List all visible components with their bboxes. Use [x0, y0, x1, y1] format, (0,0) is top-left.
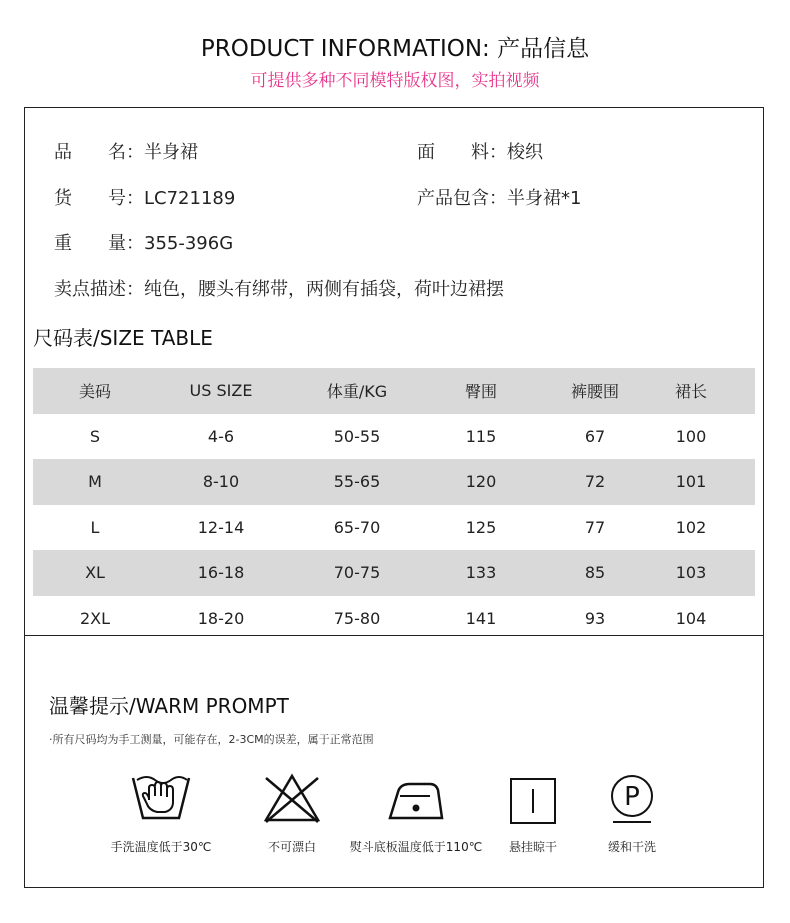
weight-value: 355-396G: [144, 233, 234, 254]
table-cell: 102: [675, 517, 707, 537]
care-label-dry-clean: 缓和干洗: [607, 840, 656, 854]
table-cell: 101: [675, 472, 707, 492]
table-cell: 104: [675, 608, 707, 628]
page-title: PRODUCT INFORMATION: 产品信息: [200, 36, 590, 62]
table-header-cell: 臀围: [464, 382, 497, 402]
fabric-value: 梭织: [507, 142, 543, 163]
fabric-label: 面 料：: [417, 142, 507, 163]
weight-label: 重 量：: [54, 233, 144, 254]
table-cell: 93: [584, 608, 606, 628]
selling-label: 卖点描述：: [54, 279, 144, 300]
table-row: [33, 550, 755, 596]
care-line-dry: [495, 770, 571, 855]
contents-label: 产品包含：: [417, 188, 507, 209]
table-cell: 133: [465, 563, 497, 583]
table-cell: S: [89, 426, 101, 446]
info-sku: [54, 184, 235, 210]
info-fabric: [417, 138, 543, 164]
care-label-iron: 熨斗底板温度低于110℃: [349, 840, 483, 854]
table-cell: 8-10: [202, 472, 240, 492]
table-header-cell: 体重/KG: [326, 382, 388, 402]
info-selling: [54, 275, 504, 301]
care-label-line-dry: 悬挂晾干: [508, 840, 557, 854]
care-label-no-bleach: 不可漂白: [267, 840, 316, 854]
sku-value: LC721189: [144, 188, 236, 209]
table-header-cell: 裤腰围: [570, 382, 619, 402]
table-cell: 65-70: [333, 517, 381, 537]
care-iron: [346, 770, 486, 855]
table-header-cell: US SIZE: [189, 381, 253, 401]
warm-prompt-note: ·所有尺码均为手工测量，可能存在，2-3CM的误差，属于正常范围: [49, 733, 374, 746]
table-cell: 50-55: [333, 426, 381, 446]
table-cell: 120: [465, 472, 497, 492]
table-cell: 12-14: [197, 517, 245, 537]
page-subtitle: 可提供多种不同模特版权图，实拍视频: [250, 71, 540, 91]
contents-value: 半身裙*1: [507, 188, 582, 209]
info-name: [54, 138, 198, 164]
table-cell: 77: [584, 517, 606, 537]
hand-wash-icon: [129, 770, 193, 826]
table-header-cell: 美码: [78, 382, 111, 402]
table-cell: 115: [465, 426, 497, 446]
dry-clean-p-icon: [607, 770, 657, 826]
table-cell: 2XL: [79, 608, 111, 628]
table-cell: 55-65: [333, 472, 381, 492]
table-row: [33, 505, 755, 551]
table-cell: 18-20: [197, 608, 245, 628]
care-dry-clean: [594, 770, 670, 855]
care-hand-wash: [94, 770, 228, 855]
name-value: 半身裙: [144, 142, 198, 163]
dry-clean-letter: P: [624, 782, 640, 812]
table-cell: 85: [584, 563, 606, 583]
table-cell: L: [90, 517, 100, 537]
warm-prompt-title: 温馨提示/WARM PROMPT: [49, 694, 289, 718]
size-table: [33, 368, 755, 641]
name-label: 品 名：: [54, 142, 144, 163]
selling-value: 纯色，腰头有绑带，两侧有插袋，荷叶边裙摆: [144, 279, 504, 300]
info-weight: [54, 229, 233, 255]
table-header-cell: 裙长: [674, 382, 707, 402]
table-cell: 103: [675, 563, 707, 583]
size-table-title: 尺码表/SIZE TABLE: [33, 326, 213, 350]
table-row: [33, 414, 755, 460]
table-row: [33, 596, 755, 642]
table-cell: 67: [584, 426, 606, 446]
care-label-hand-wash: 手洗温度低于30℃: [110, 840, 212, 854]
table-row: [33, 459, 755, 505]
table-cell: 70-75: [333, 563, 381, 583]
table-cell: XL: [85, 563, 105, 583]
table-cell: M: [88, 472, 102, 492]
table-cell: 16-18: [197, 563, 245, 583]
table-cell: 141: [465, 608, 497, 628]
table-cell: 125: [465, 517, 497, 537]
sku-label: 货 号：: [54, 188, 144, 209]
care-no-bleach: [240, 770, 344, 855]
table-cell: 4-6: [207, 426, 235, 446]
table-header-row: [33, 368, 755, 414]
table-cell: 100: [675, 426, 707, 446]
line-dry-icon: [508, 770, 558, 826]
no-bleach-icon: [262, 770, 322, 826]
iron-low-icon: [386, 770, 446, 826]
table-cell: 72: [584, 472, 606, 492]
table-cell: 75-80: [333, 608, 381, 628]
info-contents: [417, 184, 581, 210]
